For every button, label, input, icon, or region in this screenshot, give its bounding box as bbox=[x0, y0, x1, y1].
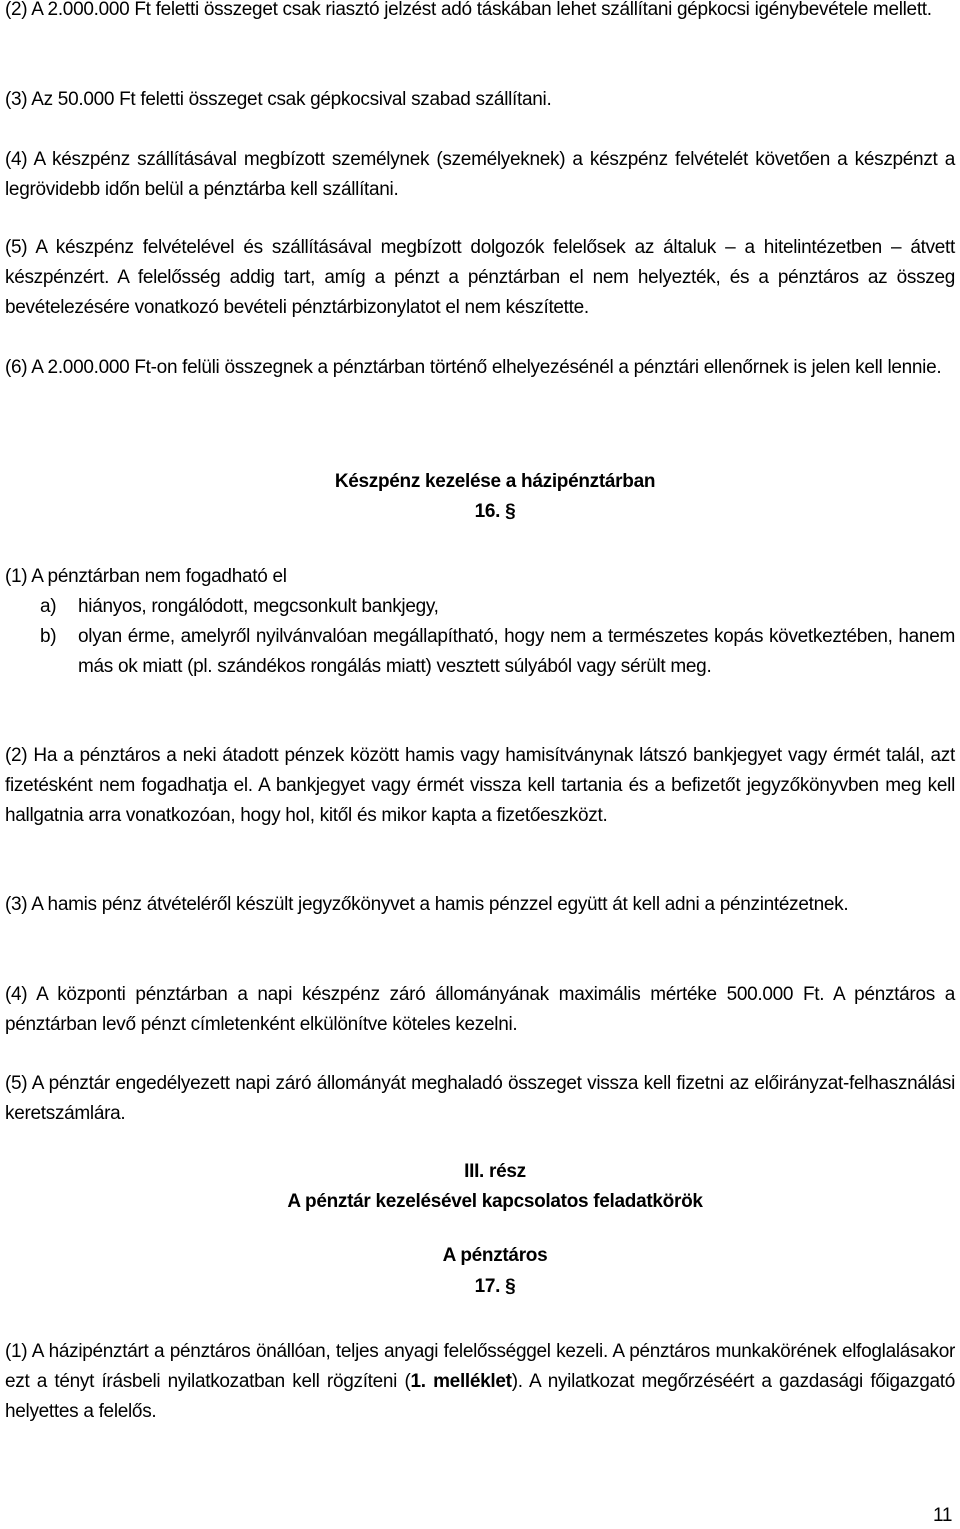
paragraph-5: (5) A készpénz felvételével és szállításával megbízott dolgozók felelősek az általuk – a hitelintézetben – átvett készpénzért. A felelősség addig tart, amíg a pénzt a pénztárban el nem helyezték, és a pénztáros az összeg bevételezésére vonatkozó bevételi pénztárbizonylatot el nem készítette. bbox=[5, 237, 955, 318]
paragraph-4: (4) A készpénz szállításával megbízott személynek (személyeknek) a készpénz felvételét követően a készpénzt a legrövidebb időn belül a pénztárba kell szállítani. bbox=[5, 149, 955, 200]
annex-reference: 1. melléklet bbox=[410, 1371, 512, 1392]
section-17-number: 17. § bbox=[474, 1276, 516, 1297]
paragraph-text-end: ). A nyilatkozat megőrzéséért a gazdasági főigazgató helyettes a felelős. bbox=[5, 1371, 955, 1422]
section-17-title: A pénztáros bbox=[442, 1245, 548, 1266]
part-title: III. rész bbox=[464, 1161, 526, 1182]
list-item-text: hiányos, rongálódott, megcsonkult bankjegy, bbox=[78, 596, 439, 617]
section-16-paragraph-2: (2) Ha a pénztáros a neki átadott pénzek között hamis vagy hamisítványnak látszó bankjegyet vagy érmét talál, azt fizetésként nem fogadhatja el. A bankjegyet vagy érmét vissza kell tartania és a befizetőt jegyzőkönyvben meg kell hallgatnia arra vonatkozóan, hogy hol, kitől és mikor kapta a fizetőeszközt. bbox=[5, 745, 955, 826]
paragraph-text-start: (1) A házipénztárt a pénztáros önállóan, teljes anyagi felelősséggel kezeli. A pénztáros munkakörének elfoglalásakor ezt a tényt írásbeli nyilatkozatban kell rögzíteni ( bbox=[5, 1341, 955, 1392]
paragraph-6: (6) A 2.000.000 Ft-on felüli összegnek a pénztárban történő elhelyezésénél a pénztári ellenőrnek is jelen kell lennie. bbox=[5, 357, 942, 378]
paragraph-3: (3) Az 50.000 Ft feletti összeget csak gépkocsival szabad szállítani. bbox=[5, 89, 552, 110]
section-16-number: 16. § bbox=[474, 501, 516, 522]
page-number: 11 bbox=[933, 1505, 953, 1526]
list-marker: b) bbox=[40, 626, 57, 647]
section-17-paragraph-1 bbox=[5, 1337, 955, 1427]
section-16-title: Készpénz kezelése a házipénztárban bbox=[334, 471, 656, 492]
section-16-paragraph-3: (3) A hamis pénz átvételéről készült jegyzőkönyvet a hamis pénzzel együtt át kell adni a pénzintézetnek. bbox=[5, 894, 849, 915]
section-16-paragraph-5: (5) A pénztár engedélyezett napi záró állományát meghaladó összeget vissza kell fizetni az előirányzat-felhasználási keretszámlára. bbox=[5, 1073, 955, 1124]
list-marker: a) bbox=[40, 596, 57, 617]
paragraph-2: (2) A 2.000.000 Ft feletti összeget csak riasztó jelzést adó táskában lehet szállítani gépkocsi igénybevétele mellett. bbox=[5, 0, 932, 20]
part-subtitle: A pénztár kezelésével kapcsolatos feladatkörök bbox=[287, 1191, 703, 1212]
section-16-paragraph-1: (1) A pénztárban nem fogadható el bbox=[5, 566, 287, 587]
section-16-paragraph-4: (4) A központi pénztárban a napi készpénz záró állományának maximális mértéke 500.000 Ft. A pénztáros a pénztárban levő pénzt címletenként elkülönítve köteles kezelni. bbox=[5, 984, 955, 1035]
list-item-text: olyan érme, amelyről nyilvánvalóan megállapítható, hogy nem a természetes kopás következtében, hanem más ok miatt (pl. szándékos rongálás miatt) vesztett súlyából vagy sérült meg. bbox=[78, 626, 955, 677]
